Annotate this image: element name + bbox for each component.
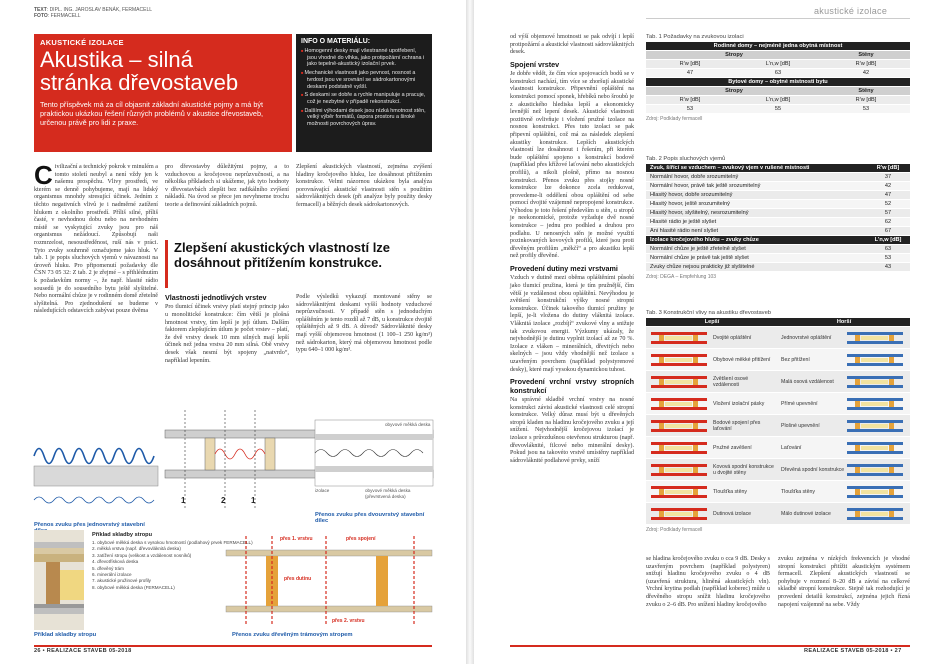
credit-text-label: TEXT <box>34 7 47 13</box>
table-3-row <box>646 393 910 415</box>
t3-cell-worse <box>778 327 910 348</box>
table-2 <box>646 156 910 280</box>
fig3-legend-item: 2. měkká vrstva (např. dřevovláknitá deska) <box>92 546 181 552</box>
t3-label: Kovová spodní konstrukce u dvojité stěny <box>713 463 774 476</box>
construction-detail-icon <box>649 352 709 368</box>
heading-top-layer: Provedení vrchní vrstvy stropních konstrukcí <box>510 377 634 395</box>
t3-cell-better <box>646 459 778 480</box>
fig3-legend-item: 8. obybové měkká deska (FERMACELL) <box>92 584 175 590</box>
t3-label: Tloušťka stěny <box>781 488 815 495</box>
column-2 <box>165 164 289 230</box>
t1-r1-c1: 47 <box>686 70 694 76</box>
fig3-title: Příklad skladby stropu <box>92 532 152 538</box>
fig2-caption: Přenos zvuku přes dvouvrstvý stavební dílec <box>315 512 425 524</box>
construction-detail-icon <box>845 462 905 478</box>
t2-cell-desc: Normální chůze je ještě zřetelně slyšet <box>650 246 746 252</box>
table-3-rows <box>646 327 910 525</box>
fig4-label-1: přes 1. vrstvu <box>280 536 313 542</box>
construction-detail-icon <box>845 484 905 500</box>
t2-cell-desc: Zvuky chůze nejsou prakticky již slyšitelné <box>650 264 755 270</box>
table-2-row <box>646 209 910 218</box>
t1-col-steny: Stěny <box>858 52 874 58</box>
t3-cell-worse <box>778 371 910 392</box>
info-item <box>301 70 427 90</box>
fig1-caption: Přenos zvuku přes jednovrstvý stavební <box>34 522 145 528</box>
table-2-rows-b <box>646 245 910 272</box>
credit-photo-label: FOTO <box>34 13 48 19</box>
heading-layer-joining: Spojení vrstev <box>510 59 560 69</box>
fig2-label-3: obyvové měkká deska (převrstvená deska) <box>365 488 411 499</box>
t1-sub2-2: L'n,w [dB] <box>765 97 791 103</box>
t3-cell-better <box>646 371 778 392</box>
fig2-label-1: obyvové měkká deska <box>385 422 431 427</box>
fig3-legend-item: 7. akustické pružinové profily <box>92 578 151 584</box>
section-label: AKUSTICKÉ IZOLACE <box>40 38 124 47</box>
table-2-row <box>646 263 910 272</box>
column-4-para-2: Vzduch v dutině mezi oběma opláštěními působí jako tlumicí pružina, která je tím pružnější, čím větší je vzdálenost obou opláštění. Nevýhodou je zvětšení konstrukční výšky nosné stropní konstrukce. Účinek takového tlumicí pružiny je lepší, je-li vložena do dutiny vláknitá izolace. Vláknitá izolace „rozbíjí“ zvukové vlny a snižuje tak zvukovou energii. Výzkumy ukázaly, že nejvhodnější je dutinu vyplnit izolací až ze 70 %. Izolace z vláken – minerálních, dřevitých nebo skelných – jsou vždy vhodnější než izolace s uzavřeným povrchem (například polystyrenové desky), které mají vysokou dynamickou tuhost. <box>510 275 634 373</box>
table-3-row <box>646 503 910 525</box>
t2-cell-desc: Normální chůze je právě tak ještě slyšet <box>650 255 749 261</box>
construction-detail-icon <box>845 440 905 456</box>
construction-detail-icon <box>649 418 709 434</box>
table-3-row <box>646 327 910 349</box>
table-1-row-2 <box>646 105 910 114</box>
table-2-row <box>646 173 910 182</box>
t2-header-b-text: Izolace kročejového hluku – zvuky chůze <box>650 237 759 243</box>
t2-cell-value: 37 <box>884 174 892 180</box>
info-box-title: INFO O MATERIÁLU: <box>301 38 371 45</box>
t2-cell-value: 53 <box>884 255 892 261</box>
table-2-header-b <box>646 236 910 245</box>
info-box <box>296 34 432 152</box>
column-1-text: ivilizační a technický pokrok v minulém a tomto století neubyl a není vždy jen k našemu prospěchu. Vlivy prostředí, ve kterém se denně pohybujeme, mají na lidský organismus mnohdy stresující účinek. Jedním z těchto negativních vlivů je i nadměrné zatížení hlukem z okolního prostředí. Příliš silné, příliš časté, v nevhodnou dobu nebo na nevhodném místě se vyskytující zvuky jsou pro náš organismus nežádoucí. Způsobují naši rozmrzelost, nesoustředěnost, ruší nás v práci. Tyto zvuky souhrnně označujeme jako hluk. V tab. 1 je popis sluchových vjemů v návaznosti na úroveň hluku. Pro připomenutí požadavky dle ČSN 73 05 32: Z tab. 2 je zřejmé – s přihlédnutím k požadavkům normy –, že např. hlasité rádio sousedů je do sousedního bytu ještě slyšitelné. Nebo normální chůze je v rodinném domě zřetelně slyšitelná. Pro zjednodušení se budeme v následujících odstavcích zabývat pouze dvěma <box>34 164 158 315</box>
column-4-para-3: Na správné skladbě vrchní vrstvy na nosné konstrukci závisí akustické vlastnosti celé stropní konstrukce. Velký důraz musí být u dřevěných stropů kladen na hladinu kročejového zvuku a její snížení. Nejvhodnější kročejovou izolací je izolace s průvzdušnou otevřenou strukturou (např. dřevovláknité, filcové nebo minerální desky). Pokud jsou na takovéto vrstvě umístěny například sádrovláknité podlahové prvky, sníží <box>510 396 634 464</box>
t1-col-stropy: Stropy <box>725 52 743 58</box>
t2-cell-desc: Hlasité rádio je ještě slyšet <box>650 219 717 225</box>
t2-cell-desc: Normální hovor, právě tak ještě srozumitelný <box>650 183 761 189</box>
fig4-label-3: přes dutinu <box>284 576 312 582</box>
column-5 <box>646 556 770 640</box>
t3-cell-better <box>646 349 778 370</box>
construction-detail-icon <box>845 396 905 412</box>
left-page <box>0 0 468 664</box>
info-item-text: Dalšími výhodami desek jsou nízká hmotnost stěn, velký výběr formátů, úspora prostoru a široké možnosti povrchových úprav. <box>304 107 426 128</box>
fig4-label-4: přes 2. vrstvu <box>332 618 365 624</box>
t3-cell-better <box>646 437 778 458</box>
article-title <box>40 48 238 94</box>
t3-col-better: Lepší <box>704 319 720 325</box>
t3-cell-better <box>646 481 778 502</box>
t2-cell-value: 47 <box>884 192 892 198</box>
t3-label: Dutinová izolace <box>713 510 752 517</box>
t3-label: Plošné upevnění <box>781 422 820 429</box>
bullet-icon: ■ <box>301 48 305 53</box>
column-4-para-1: Je dobře vědět, že čím více spojovacích bodů se v konstrukci nachází, tím více se zhoršují akustické vlastnosti konstrukce. Připevnění opláštění na konstrukci pomocí sponek, hřebíků nebo šroubů je z akustického hlediska lepší a ekonomicky levnější než lepení desek. Akustické vlastnosti pozitivně ovlivňuje i vložení pružné izolace na nosnou konstrukci. Přes tuto izolaci se pak připevní opláštění, což má za následek zlepšení akustiky konstrukce. Lepších akustických vlastností lze dosáhnout i řešením, při kterém bude opláštění spojeno s konstrukcí bodově (například přes křížové laťování nebo akustických profilů), a nikoli plošně, přímo na nosnou konstrukci. Přenos zvuku přes stojky nosné konstrukce lze dokonce zcela redukovat, provedeme-li oddělení obou opláštění od sebe pomocí dvojité vzájemně nepropojené konstrukce. Výhodou je toto řešení především u stěn, u stropů je neekonomické, protože vyžaduje dvě nosné konstrukce – jednu pro podhled a druhou pro podlahu. U nenosných stěn je možné využití pozinkovaných kovových profilů, které jsou proti dřevěným profilům „měkčí“ a pro akustiku lepší než profily dřevěné. <box>510 71 634 260</box>
t2-cell-value: 63 <box>884 246 892 252</box>
t1-sub-1: R'w [dB] <box>679 61 701 67</box>
table-3-row <box>646 371 910 393</box>
info-item <box>301 48 427 68</box>
table-1-source: Zdroj: Podklady fermacell <box>646 116 703 122</box>
t3-label: Tloušťka stěny <box>713 488 747 495</box>
column-6 <box>778 556 910 640</box>
column-2-text: pro dřevostavby důležitými pojmy, a to vzduchovou a kročejovou neprůzvučností, a na několika příkladech si ukážeme, jak tyto hodnoty v dřevostavbách zlepšit bez radikálního zvýšení nákladů. Na úvod se přece jen nevyhneme trochu teorie a definování základních pojmů. <box>165 164 289 208</box>
footer-right: REALIZACE STAVEB 05-2018 • 27 <box>804 648 902 654</box>
table-2-row <box>646 245 910 254</box>
t2-cell-desc: Hlasitý hovor, dobře srozumitelný <box>650 192 733 198</box>
t3-cell-better <box>646 415 778 436</box>
info-item <box>301 92 427 105</box>
info-box-list <box>301 48 427 128</box>
info-item-text: S deskami se dobře a rychle manipuluje a pracuje, což je nezbytné v případě rekonstrukcí. <box>304 92 426 105</box>
table-1-header-2 <box>646 78 910 87</box>
title-line-2: stránka dřevostaveb <box>40 70 239 95</box>
table-2-row <box>646 218 910 227</box>
lead-text: Tento příspěvek má za cíl objasnit základní akustické pojmy a má být praktickou ukázkou řešení různých problémů v akustice dřevostaveb, určenou právě pro lidi z praxe. <box>40 100 264 128</box>
construction-detail-icon <box>649 374 709 390</box>
t1-sub2-3: R'w [dB] <box>855 97 877 103</box>
t1-r2-c3: 53 <box>862 106 870 112</box>
credits: TEXT: DIPL. ING. JAROSLAV BENÁK, FERMACELL FOTO: FERMACELL <box>34 7 152 19</box>
table-2-rows-a <box>646 173 910 236</box>
t3-cell-worse <box>778 415 910 436</box>
pull-quote-text: Zlepšení akustických vlastností lze dosáhnout přitížením konstrukce. <box>174 240 391 270</box>
t2-cell-desc: Ani hlasité rádio není slyšet <box>650 228 719 234</box>
table-2-row <box>646 254 910 263</box>
t2-header-a-text: Zvuk, šířící se vzduchem – zvukový vjem v rušené místnosti <box>650 165 810 171</box>
construction-detail-icon <box>845 506 905 522</box>
t3-cell-worse <box>778 393 910 414</box>
heading-cavity: Provedení dutiny mezi vrstvami <box>510 264 618 274</box>
bullet-icon: ■ <box>301 70 305 76</box>
t1-sub-2: L'n,w [dB] <box>765 61 791 67</box>
table-1-subheads-2 <box>646 96 910 105</box>
table-2-caption: Tab. 2 Popis sluchových vjemů <box>646 156 726 162</box>
table-2-row <box>646 191 910 200</box>
t3-cell-better <box>646 393 778 414</box>
construction-detail-icon <box>845 330 905 346</box>
figure-single-layer <box>34 436 158 526</box>
table-3-row <box>646 481 910 503</box>
credit-text-value: DIPL. ING. JAROSLAV BENÁK, FERMACELL <box>49 7 152 13</box>
table-2-row <box>646 200 910 209</box>
table-1-subheads <box>646 60 910 69</box>
fig4-label-2: přes spojení <box>346 536 376 542</box>
column-4 <box>510 34 634 638</box>
pull-quote <box>165 240 433 288</box>
column-3b <box>296 294 432 394</box>
footer-bar-left <box>34 645 432 647</box>
construction-detail-icon <box>649 396 709 412</box>
t1-col2-stropy: Stropy <box>725 88 743 94</box>
fig3-legend-item: 6. minerální izolace <box>92 572 132 578</box>
bullet-icon: ■ <box>301 92 305 98</box>
fig2-number-1: 1 <box>181 496 186 505</box>
page-gutter <box>466 0 474 664</box>
t1-sub2-1: R'w [dB] <box>679 97 701 103</box>
construction-detail-icon <box>845 352 905 368</box>
info-item-text: Mechanické vlastnosti jako pevnost, nosnost a tvrdost jsou ve srovnání se sádrokartonovými deskami podstatně vyšší. <box>304 70 416 90</box>
fig3-legend <box>92 540 253 591</box>
t1-r2-c2: 55 <box>774 106 782 112</box>
t2-cell-value: 52 <box>884 201 892 207</box>
table-2-row <box>646 227 910 236</box>
t1-r1-c3: 42 <box>862 70 870 76</box>
t2-header-a-unit: R'w [dB] <box>876 165 900 171</box>
table-3-row <box>646 349 910 371</box>
column-1 <box>34 160 158 434</box>
t1-r1-c2: 63 <box>774 70 782 76</box>
table-1-header-1 <box>646 42 910 51</box>
bullet-icon: ■ <box>301 107 305 113</box>
fig3-caption: Příklad skladby stropu <box>34 632 97 638</box>
table-1 <box>646 34 910 122</box>
fig2-label-2: izolace <box>315 488 330 493</box>
t1-col2-steny: Stěny <box>858 88 874 94</box>
t3-label: Pružné zavěšení <box>713 444 752 451</box>
table-3-caption: Tab. 3 Konstrukční vlivy na akustiku dřevostaveb <box>646 310 772 316</box>
t3-label: Přímé upevnění <box>781 400 818 407</box>
table-3-row <box>646 415 910 437</box>
right-page <box>474 0 940 664</box>
table-1-colheads <box>646 51 910 60</box>
info-item-text: Homogenní desky mají všestranné upotřebení, jsou vhodné do vlhka, jako protipožární ochrana i jako tepelně-akustický izolační prvek. <box>304 48 425 68</box>
title-line-1: Akustika – silná <box>40 47 193 72</box>
table-1-header-2-text: Bytové domy – obytné místnosti bytu <box>728 79 828 85</box>
construction-detail-icon <box>649 330 709 346</box>
t2-cell-value: 62 <box>884 219 892 225</box>
credit-photo-value: FERMACELL <box>50 13 81 19</box>
fig3-legend-item: 5. dřevěný trám <box>92 565 124 571</box>
fig3-legend-item: 3. zatížení stropu (velikost a vzdálenost nosníků) <box>92 552 192 558</box>
t3-label: Zvětšení osové vzdálenosti <box>713 375 749 388</box>
t2-cell-value: 57 <box>884 210 892 216</box>
table-3-source: Zdroj: Podklady fermacell <box>646 527 703 533</box>
heading-layers: Vlastnosti jednotlivých vrstev <box>165 293 267 302</box>
column-6-text: zvuku zejména v nízkých frekvencích je vhodné stropní konstrukci přitížit akustickým systémem fermacell. Zlepšení akustických vlastností se pohybuje v rozmezí 8–20 dB a závisí na celkové skladbě stropní konstrukce. Stejně tak rozhodující je provedení detailů konstrukcí, zejména jejich řízná napojení vzájemně na sebe. Vždy <box>778 556 910 608</box>
t3-label: Málo dutinové izolace <box>781 510 831 517</box>
figure-double-layer <box>165 400 433 526</box>
t2-cell-value: 42 <box>884 183 892 189</box>
t2-cell-desc: Normální hovor, dobře srozumitelný <box>650 174 739 180</box>
construction-detail-icon <box>649 440 709 456</box>
t3-cell-worse <box>778 437 910 458</box>
t3-cell-better <box>646 503 778 524</box>
column-3-text: Zlepšení akustických vlastností, zejména zvýšení hladiny kročejového hluku, lze dosáhnout přitížením konstrukce. Velmi názornou ukázkou byla analýza porovnávající akustické vlastnosti stěn s použitím sádrovláknitých desek (při analýze byly použity desky fermacell) a běžných desek sádrokartonových. <box>296 164 432 208</box>
fig2-number-2: 2 <box>221 496 226 505</box>
t3-cell-worse <box>778 349 910 370</box>
drop-cap: C <box>34 160 53 190</box>
t3-label: Vložení izolační pásky <box>713 400 765 407</box>
t1-r2-c1: 53 <box>686 106 694 112</box>
column-2b <box>165 294 289 394</box>
fig4-caption: Přenos zvuku dřevěným trámovým stropem <box>232 632 353 638</box>
footer-left: 26 • REALIZACE STAVEB 05-2018 <box>34 648 132 654</box>
figure-floor-composition <box>34 530 253 642</box>
table-1-header-1-text: Rodinné domy – nejméně jedna obytná místnost <box>713 43 843 49</box>
fig2-number-3: 1 <box>251 496 256 505</box>
construction-detail-icon <box>649 462 709 478</box>
category-tag <box>814 6 887 16</box>
construction-detail-icon <box>649 506 709 522</box>
column-3b-text: Podle výsledků vykazují montované stěny se sádrovláknitými deskami vyšší hodnoty vzduchové neprůzvučnosti. V případě stěn s jednoduchým opláštěním je tento rozdíl až 7 dB, u konstrukce dvojitě opláštěných až 9 dB. A důvod? Sádrovláknité desky mají vyšší objemovou hmotnost (1 100–1 250 kg/m³) než sádrokarton, který má objemovou hmotnost podle typu 640–1 000 kg/m³. <box>296 294 432 354</box>
construction-detail-icon <box>845 374 905 390</box>
t3-cell-worse <box>778 481 910 502</box>
table-2-row <box>646 182 910 191</box>
table-3-row <box>646 459 910 481</box>
column-2b-text: Pro tlumicí účinek vrstvy platí stejný princip jako u monolitické konstrukce: čím větší je plošná hmotnost vrstvy, tím lepší je její útlum. Dalším faktorem zlepšujícím útlum je počet vrstev – platí, že dvě vrstvy desek 10 mm silných mají lepší účinek než jedna vrstva 20 mm silná. Obě vrstvy desek však nesmí být spojeny „natvrdo“, například lepením. <box>165 304 289 364</box>
column-3 <box>296 164 432 230</box>
table-2-source: Zdroj: DEGA – Empfehlung 103 <box>646 274 717 280</box>
t3-label: Laťování <box>781 444 802 451</box>
t1-sub-3: R'w [dB] <box>855 61 877 67</box>
figure-beam-ceiling <box>226 530 432 642</box>
t3-label: Jednovrstvé opláštění <box>781 334 832 341</box>
column-5-text: se hladina kročejového zvuku o cca 9 dB. Desky s uzavřeným povrchem (například polystyren) snižují hladinu kročejového zvuku o 4 dB (uzavřená struktura, hliněná akustických vln). Vrchní krytina podlah (například koberec) může u dřevěného stropu snížit hladinu kročejového zvuku o 2–6 dB. Pro snížení hladiny kročejového <box>646 556 770 608</box>
t3-label: Malá osová vzdálenost <box>781 378 834 385</box>
t3-label: Dvojité opláštění <box>713 334 752 341</box>
footer-bar-right <box>510 645 910 647</box>
t3-cell-worse <box>778 459 910 480</box>
table-3-row <box>646 437 910 459</box>
info-item <box>301 108 427 128</box>
t3-label: Bez přitížení <box>781 356 810 363</box>
t3-col-worse: Horší <box>836 319 852 325</box>
single-layer-diagram <box>34 436 158 518</box>
table-1-colheads-2 <box>646 87 910 96</box>
t2-cell-desc: Hlasitý hovor, slyšitelný, nesrozumitelný <box>650 210 749 216</box>
category-tag-text: akustické izolace <box>814 6 888 16</box>
table-2-header-a <box>646 164 910 173</box>
t3-cell-better <box>646 327 778 348</box>
beam-ceiling-diagram <box>226 530 432 630</box>
t2-cell-value: 67 <box>884 228 892 234</box>
table-1-row-1 <box>646 69 910 78</box>
t2-cell-value: 43 <box>884 264 892 270</box>
t3-label: Dřevěná spodní konstrukce <box>781 466 845 473</box>
t3-label: Obybové měkké přitížení <box>713 356 771 363</box>
table-1-caption: Tab. 1 Požadavky na zvukovou izolaci <box>646 34 744 40</box>
fig3-legend-item: 1. obybové měkká deska s vysokou hmotností (podlahový prvek FERMACELL) <box>92 540 253 545</box>
fig3-legend-item: 4. dřevotřísková deska <box>92 559 139 565</box>
construction-detail-icon <box>649 484 709 500</box>
title-block <box>34 34 292 152</box>
header-rule <box>646 18 910 19</box>
column-4-intro: od výší objemové hmotnosti se pak odvíjí i lepší protipožární a akustické vlastnosti sádrovláknitých desek. <box>510 34 634 56</box>
table-3-header <box>646 318 910 327</box>
t3-label: Bodové spojení přes laťování <box>713 419 761 432</box>
t3-cell-worse <box>778 503 910 524</box>
table-3 <box>646 310 910 533</box>
t2-header-b-unit: L'n,w [dB] <box>874 237 902 243</box>
construction-detail-icon <box>845 418 905 434</box>
t2-cell-desc: Hlasitý hovor, ještě srozumitelný <box>650 201 730 207</box>
